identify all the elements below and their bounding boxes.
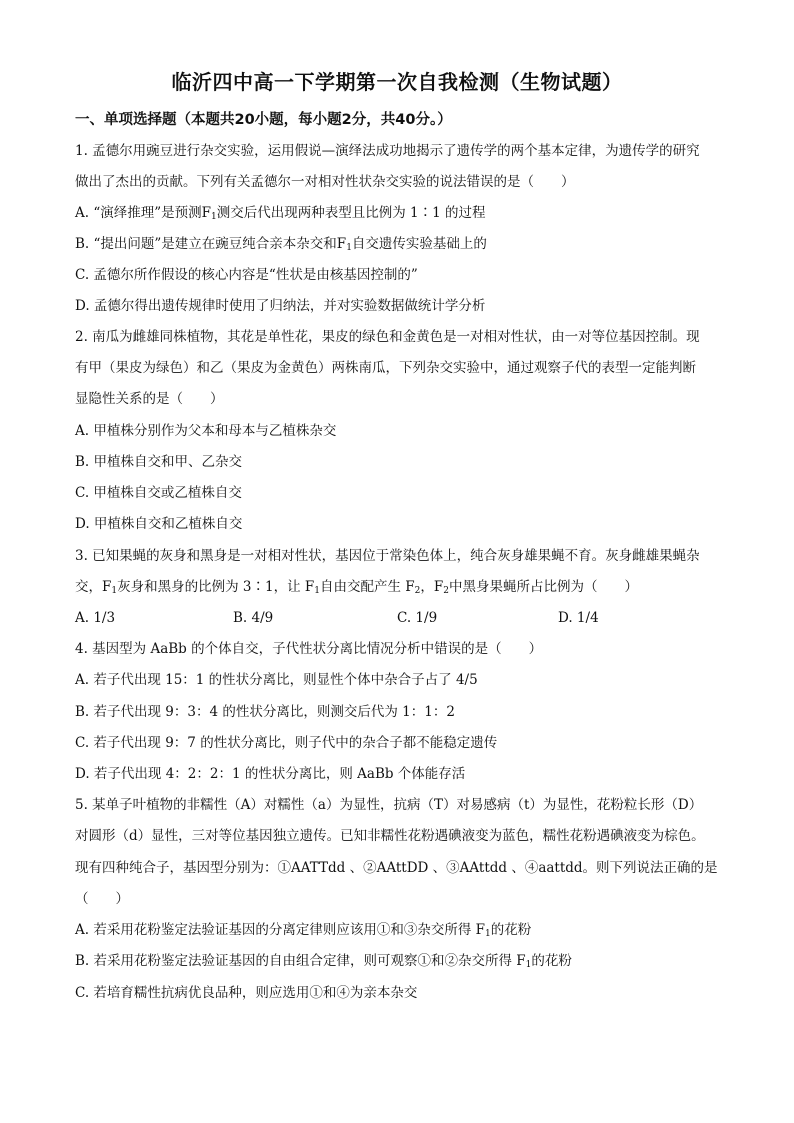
q5-option-b: B. 若采用花粉鉴定法验证基因的自由组合定律，则可观察①和②杂交所得 $F_1$的花粉 — [75, 953, 572, 970]
q5-stem-line-2: 对圆形（d）显性，三对等位基因独立遗传。已知非糯性花粉遇碘液变为蓝色，糯性花粉遇碘液变为棕色。 — [75, 828, 705, 844]
section-heading: 一、单项选择题（本题共20小题，每小题2分，共40分。） — [75, 112, 452, 128]
q3-stem-line-2: 交，$F_1$灰身和黑身的比例为 3∶1，让 $F_1$自由交配产生 $F_2$，$F_2$中黑身果蝇所占比例为（ ） — [75, 579, 638, 596]
q4-option-a: A. 若子代出现 15：1 的性状分离比，则显性个体中杂合子占了 4/5 — [75, 672, 478, 688]
q4-stem: 4. 基因型为 AaBb 的个体自交，子代性状分离比情况分析中错误的是（ ） — [75, 641, 543, 657]
q5-stem-line-4: （ ） — [75, 891, 129, 907]
q3-option-b: B. 4/9 — [233, 610, 274, 626]
q2-option-d: D. 甲植株自交和乙植株自交 — [75, 516, 243, 532]
q2-stem-line-2: 有甲（果皮为绿色）和乙（果皮为金黄色）两株南瓜，下列杂交实验中，通过观察子代的表型一定能判断 — [75, 360, 696, 376]
q2-option-c: C. 甲植株自交或乙植株自交 — [75, 485, 242, 501]
q1-option-d: D. 孟德尔得出遗传规律时使用了归纳法，并对实验数据做统计学分析 — [75, 298, 486, 314]
q5-option-c: C. 若培育糯性抗病优良品种，则应选用①和④为亲本杂交 — [75, 985, 418, 1001]
q2-option-a: A. 甲植株分别作为父本和母本与乙植株杂交 — [75, 423, 337, 439]
q2-stem-line-3: 显隐性关系的是（ ） — [75, 391, 224, 407]
q4-option-d: D. 若子代出现 4：2：2：1 的性状分离比，则 AaBb 个体能存活 — [75, 766, 466, 782]
page-title: 临沂四中高一下学期第一次自我检测（生物试题） — [171, 70, 623, 94]
q4-option-c: C. 若子代出现 9：7 的性状分离比，则子代中的杂合子都不能稳定遗传 — [75, 735, 498, 751]
q3-option-a: A. 1/3 — [75, 610, 116, 626]
q1-option-a: A. “演绎推理”是预测$F_1$测交后代出现两种表型且比例为 1∶1 的过程 — [75, 205, 486, 222]
q5-option-a: A. 若采用花粉鉴定法验证基因的分离定律则应该用①和③杂交所得 $F_1$的花粉 — [75, 922, 532, 939]
q2-stem-line-1: 2. 南瓜为雌雄同株植物，其花是单性花，果皮的绿色和金黄色是一对相对性状，由一对等位基因控制。现 — [75, 329, 700, 345]
q5-stem-line-3: 现有四种纯合子，基因型分别为：①AATTdd 、②AAttDD 、③AAttdd 、④aattdd。则下列说法正确的是 — [75, 860, 718, 876]
q1-option-b: B. “提出问题”是建立在豌豆纯合亲本杂交和$F_1$自交遗传实验基础上的 — [75, 236, 487, 253]
q1-option-c: C. 孟德尔所作假设的核心内容是“性状是由核基因控制的” — [75, 267, 418, 283]
q2-option-b: B. 甲植株自交和甲、乙杂交 — [75, 454, 243, 470]
q3-option-c: C. 1/9 — [397, 610, 438, 626]
q3-stem-line-1: 3. 已知果蝇的灰身和黑身是一对相对性状，基因位于常染色体上，纯合灰身雄果蝇不育。灰身雌雄果蝇杂 — [75, 548, 700, 564]
q1-stem-line-2: 做出了杰出的贡献。下列有关孟德尔一对相对性状杂交实验的说法错误的是（ ） — [75, 174, 575, 190]
q3-option-d: D. 1/4 — [558, 610, 599, 626]
q5-stem-line-1: 5. 某单子叶植物的非糯性（A）对糯性（a）为显性，抗病（T）对易感病（t）为显性，花粉粒长形（D） — [75, 797, 703, 813]
q1-stem-line-1: 1. 孟德尔用豌豆进行杂交实验，运用假说—演绎法成功地揭示了遗传学的两个基本定律，为遗传学的研究 — [75, 143, 700, 159]
q4-option-b: B. 若子代出现 9：3：4 的性状分离比，则测交后代为 1：1：2 — [75, 704, 455, 720]
